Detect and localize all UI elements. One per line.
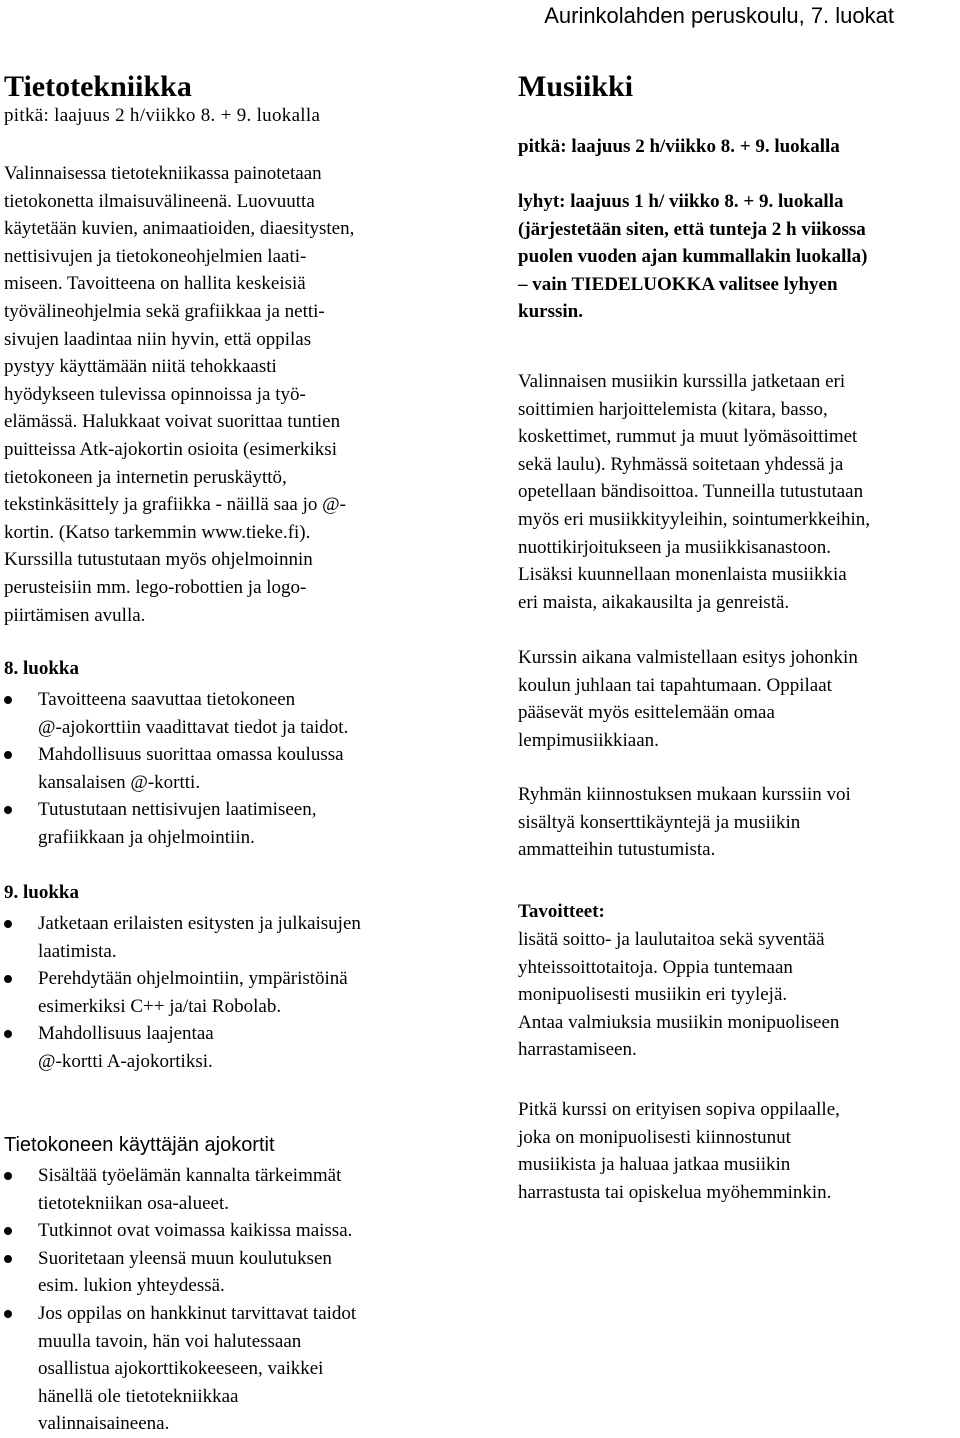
music-paragraph-4 xyxy=(518,1096,840,1206)
text-line: Kurssilla tutustutaan myös ohjelmoinnin xyxy=(4,549,313,571)
list-item xyxy=(4,686,348,741)
list-item-line: Jatketaan erilaisten esitysten ja julkaisujen xyxy=(38,913,361,934)
list-item-line: Mahdollisuus suorittaa omassa koulussa xyxy=(38,744,344,766)
text-line: musiikista ja haluaa jatkaa musiikin xyxy=(518,1154,791,1176)
bullet-icon xyxy=(4,1310,12,1318)
list-item xyxy=(4,1245,356,1300)
text-line: nettisivujen ja tietokoneohjelmien laati- xyxy=(4,245,307,267)
text-line: Antaa valmiuksia musiikin monipuoliseen xyxy=(518,1011,840,1033)
bullet-icon xyxy=(4,751,12,759)
grade-8-list xyxy=(4,686,348,852)
list-item-line: Jos oppilas on hankkinut tarvittavat taidot xyxy=(38,1302,357,1324)
long-course-line: pitkä: laajuus 2 h/viikko 8. + 9. luokalla xyxy=(518,136,840,157)
intro-paragraph xyxy=(4,160,354,629)
list-item-line: tietotekniikan osa-alueet. xyxy=(38,1192,229,1214)
bullet-icon xyxy=(4,975,12,983)
bullet-icon xyxy=(4,1227,12,1235)
text-line: soittimien harjoittelemista (kitara, basso, xyxy=(518,398,828,420)
text-line: lisätä soitto- ja laulutaitoa sekä syventää xyxy=(518,929,825,950)
text-line: pystyy käyttämään niitä tehokkaasti xyxy=(4,356,277,378)
list-item-line: Tutkinnot ovat voimassa kaikissa maissa. xyxy=(38,1220,353,1242)
text-line: pääsevät myös esittelemään omaa xyxy=(518,702,775,724)
section-title-tietotekniikka: Tietotekniikka xyxy=(4,70,192,103)
list-item-line: @-ajokorttiin vaadittavat tiedot ja taidot. xyxy=(38,716,349,738)
text-line: hyödykseen tulevissa opinnoissa ja työ- xyxy=(4,383,306,405)
text-line: ammatteihin tutustumista. xyxy=(518,839,716,861)
text-line: koulun juhlaan tai tapahtumaan. Oppilaat xyxy=(518,674,832,696)
text-line: monipuolisesti musiikin eri tyylejä. xyxy=(518,984,788,1006)
list-item xyxy=(4,965,361,1020)
text-line: sekä laulu). Ryhmässä soitetaan yhdessä ja xyxy=(518,453,844,475)
text-line: – vain TIEDELUOKKA valitsee lyhyen xyxy=(518,273,838,295)
list-item-line: @-kortti A-ajokortiksi. xyxy=(38,1050,213,1072)
goals-paragraph xyxy=(518,926,839,1064)
list-item-line: Sisältää työelämän kannalta tärkeimmät xyxy=(38,1165,342,1186)
text-line: lyhyt: laajuus 1 h/ viikko 8. + 9. luokalla xyxy=(518,191,844,212)
grade-9-heading: 9. luokka xyxy=(4,882,79,903)
text-line: eri maista, aikakausilta ja genreistä. xyxy=(518,591,790,613)
text-line: Pitkä kurssi on erityisen sopiva oppilaalle, xyxy=(518,1099,840,1120)
text-line: työvälineohjelmia sekä grafiikkaa ja netti- xyxy=(4,300,325,322)
text-line: tekstinkäsittely ja grafiikka - näillä saa jo @- xyxy=(4,494,346,516)
text-line: Lisäksi kuunnellaan monenlaista musiikkia xyxy=(518,564,847,586)
text-line: perusteisiin mm. lego-robottien ja logo- xyxy=(4,576,307,598)
text-line: sisältyä konserttikäyntejä ja musiikin xyxy=(518,811,801,833)
text-line: Valinnaisessa tietotekniikassa painotetaan xyxy=(4,163,322,184)
bullet-icon xyxy=(4,806,12,814)
list-item-line: Suoritetaan yleensä muun koulutuksen xyxy=(38,1247,332,1269)
text-line: Ryhmän kiinnostuksen mukaan kurssiin voi xyxy=(518,784,851,805)
short-course-block xyxy=(518,188,868,326)
list-item-line: laatimista. xyxy=(38,940,117,962)
list-item xyxy=(4,796,348,851)
text-line: koskettimet, rummut ja muut lyömäsoittimet xyxy=(518,426,858,448)
list-item-line: Tutustutaan nettisivujen laatimiseen, xyxy=(38,799,317,821)
text-line: elämässä. Halukkaat voivat suorittaa tuntien xyxy=(4,411,341,433)
music-paragraph-1 xyxy=(518,368,870,616)
list-item-line: grafiikkaan ja ohjelmointiin. xyxy=(38,826,255,848)
list-item xyxy=(4,1217,356,1245)
text-line: harrastusta tai opiskelua myöhemminkin. xyxy=(518,1181,832,1203)
text-line: myös eri musiikkityyleihin, sointumerkkeihin, xyxy=(518,508,871,530)
text-line: kortin. (Katso tarkemmin www.tieke.fi). xyxy=(4,521,311,543)
list-item-line: osallistua ajokorttikokeeseen, vaikkei xyxy=(38,1358,324,1380)
bullet-icon xyxy=(4,1255,12,1263)
text-line: nuottikirjoitukseen ja musiikkisanastoon. xyxy=(518,536,831,558)
text-line: yhteissoittotaitoja. Oppia tuntemaan xyxy=(518,956,793,978)
list-item-line: esimerkiksi C++ ja/tai Robolab. xyxy=(38,995,282,1017)
text-line: tietokonetta ilmaisuvälineenä. Luovuutta xyxy=(4,190,315,212)
list-item-line: valinnaisaineena. xyxy=(38,1413,170,1435)
text-line: lempimusiikkiaan. xyxy=(518,729,659,751)
list-item-line: esim. lukion yhteydessä. xyxy=(38,1275,225,1297)
text-line: miseen. Tavoitteena on hallita keskeisiä xyxy=(4,273,306,295)
list-item-line: kansalaisen @-kortti. xyxy=(38,771,201,793)
text-line: kurssin. xyxy=(518,301,583,323)
goals-heading: Tavoitteet: xyxy=(518,901,605,922)
text-line: harrastamiseen. xyxy=(518,1039,637,1061)
text-line: joka on monipuolisesti kiinnostunut xyxy=(518,1126,791,1148)
list-item-line: muulla tavoin, hän voi halutessaan xyxy=(38,1330,302,1352)
list-item-line: Tavoitteena saavuttaa tietokoneen xyxy=(38,689,296,710)
text-line: piirtämisen avulla. xyxy=(4,604,146,626)
grade-8-heading: 8. luokka xyxy=(4,658,79,679)
section-title-musiikki: Musiikki xyxy=(518,70,634,103)
list-item-line: Mahdollisuus laajentaa xyxy=(38,1023,214,1045)
bullet-icon xyxy=(4,920,12,928)
list-item xyxy=(4,1162,356,1217)
bullet-icon xyxy=(4,1030,12,1038)
text-line: opetellaan bändisoittoa. Tunneilla tutustutaan xyxy=(518,481,864,503)
bullet-icon xyxy=(4,696,12,704)
course-scope-line: pitkä: laajuus 2 h/viikko 8. + 9. luokalla xyxy=(4,105,321,126)
list-item-line: hänellä ole tietotekniikkaa xyxy=(38,1385,239,1407)
text-line: puitteissa Atk-ajokortin osioita (esimerkiksi xyxy=(4,438,337,460)
list-item xyxy=(4,1300,356,1438)
list-item-line: Perehdytään ohjelmointiin, ympäristöinä xyxy=(38,968,348,990)
music-paragraph-2 xyxy=(518,644,858,754)
text-line: Valinnaisen musiikin kurssilla jatketaan eri xyxy=(518,371,846,392)
page-header: Aurinkolahden peruskoulu, 7. luokat xyxy=(544,3,894,28)
music-paragraph-3 xyxy=(518,781,851,864)
list-item xyxy=(4,741,348,796)
text-line: puolen vuoden ajan kummallakin luokalla) xyxy=(518,246,868,268)
text-line: (järjestetään siten, että tunteja 2 h viikossa xyxy=(518,218,866,240)
text-line: tietokoneen ja internetin peruskäyttö, xyxy=(4,466,287,488)
list-item xyxy=(4,1020,361,1075)
text-line: Kurssin aikana valmistellaan esitys johonkin xyxy=(518,647,858,668)
license-list xyxy=(4,1162,356,1438)
grade-9-list xyxy=(4,910,361,1076)
bullet-icon xyxy=(4,1172,12,1180)
text-line: käytetään kuvien, animaatioiden, diaesitysten, xyxy=(4,218,355,240)
list-item xyxy=(4,910,361,965)
text-line: sivujen laadintaa niin hyvin, että oppilas xyxy=(4,328,312,350)
license-heading: Tietokoneen käyttäjän ajokortit xyxy=(4,1134,275,1156)
